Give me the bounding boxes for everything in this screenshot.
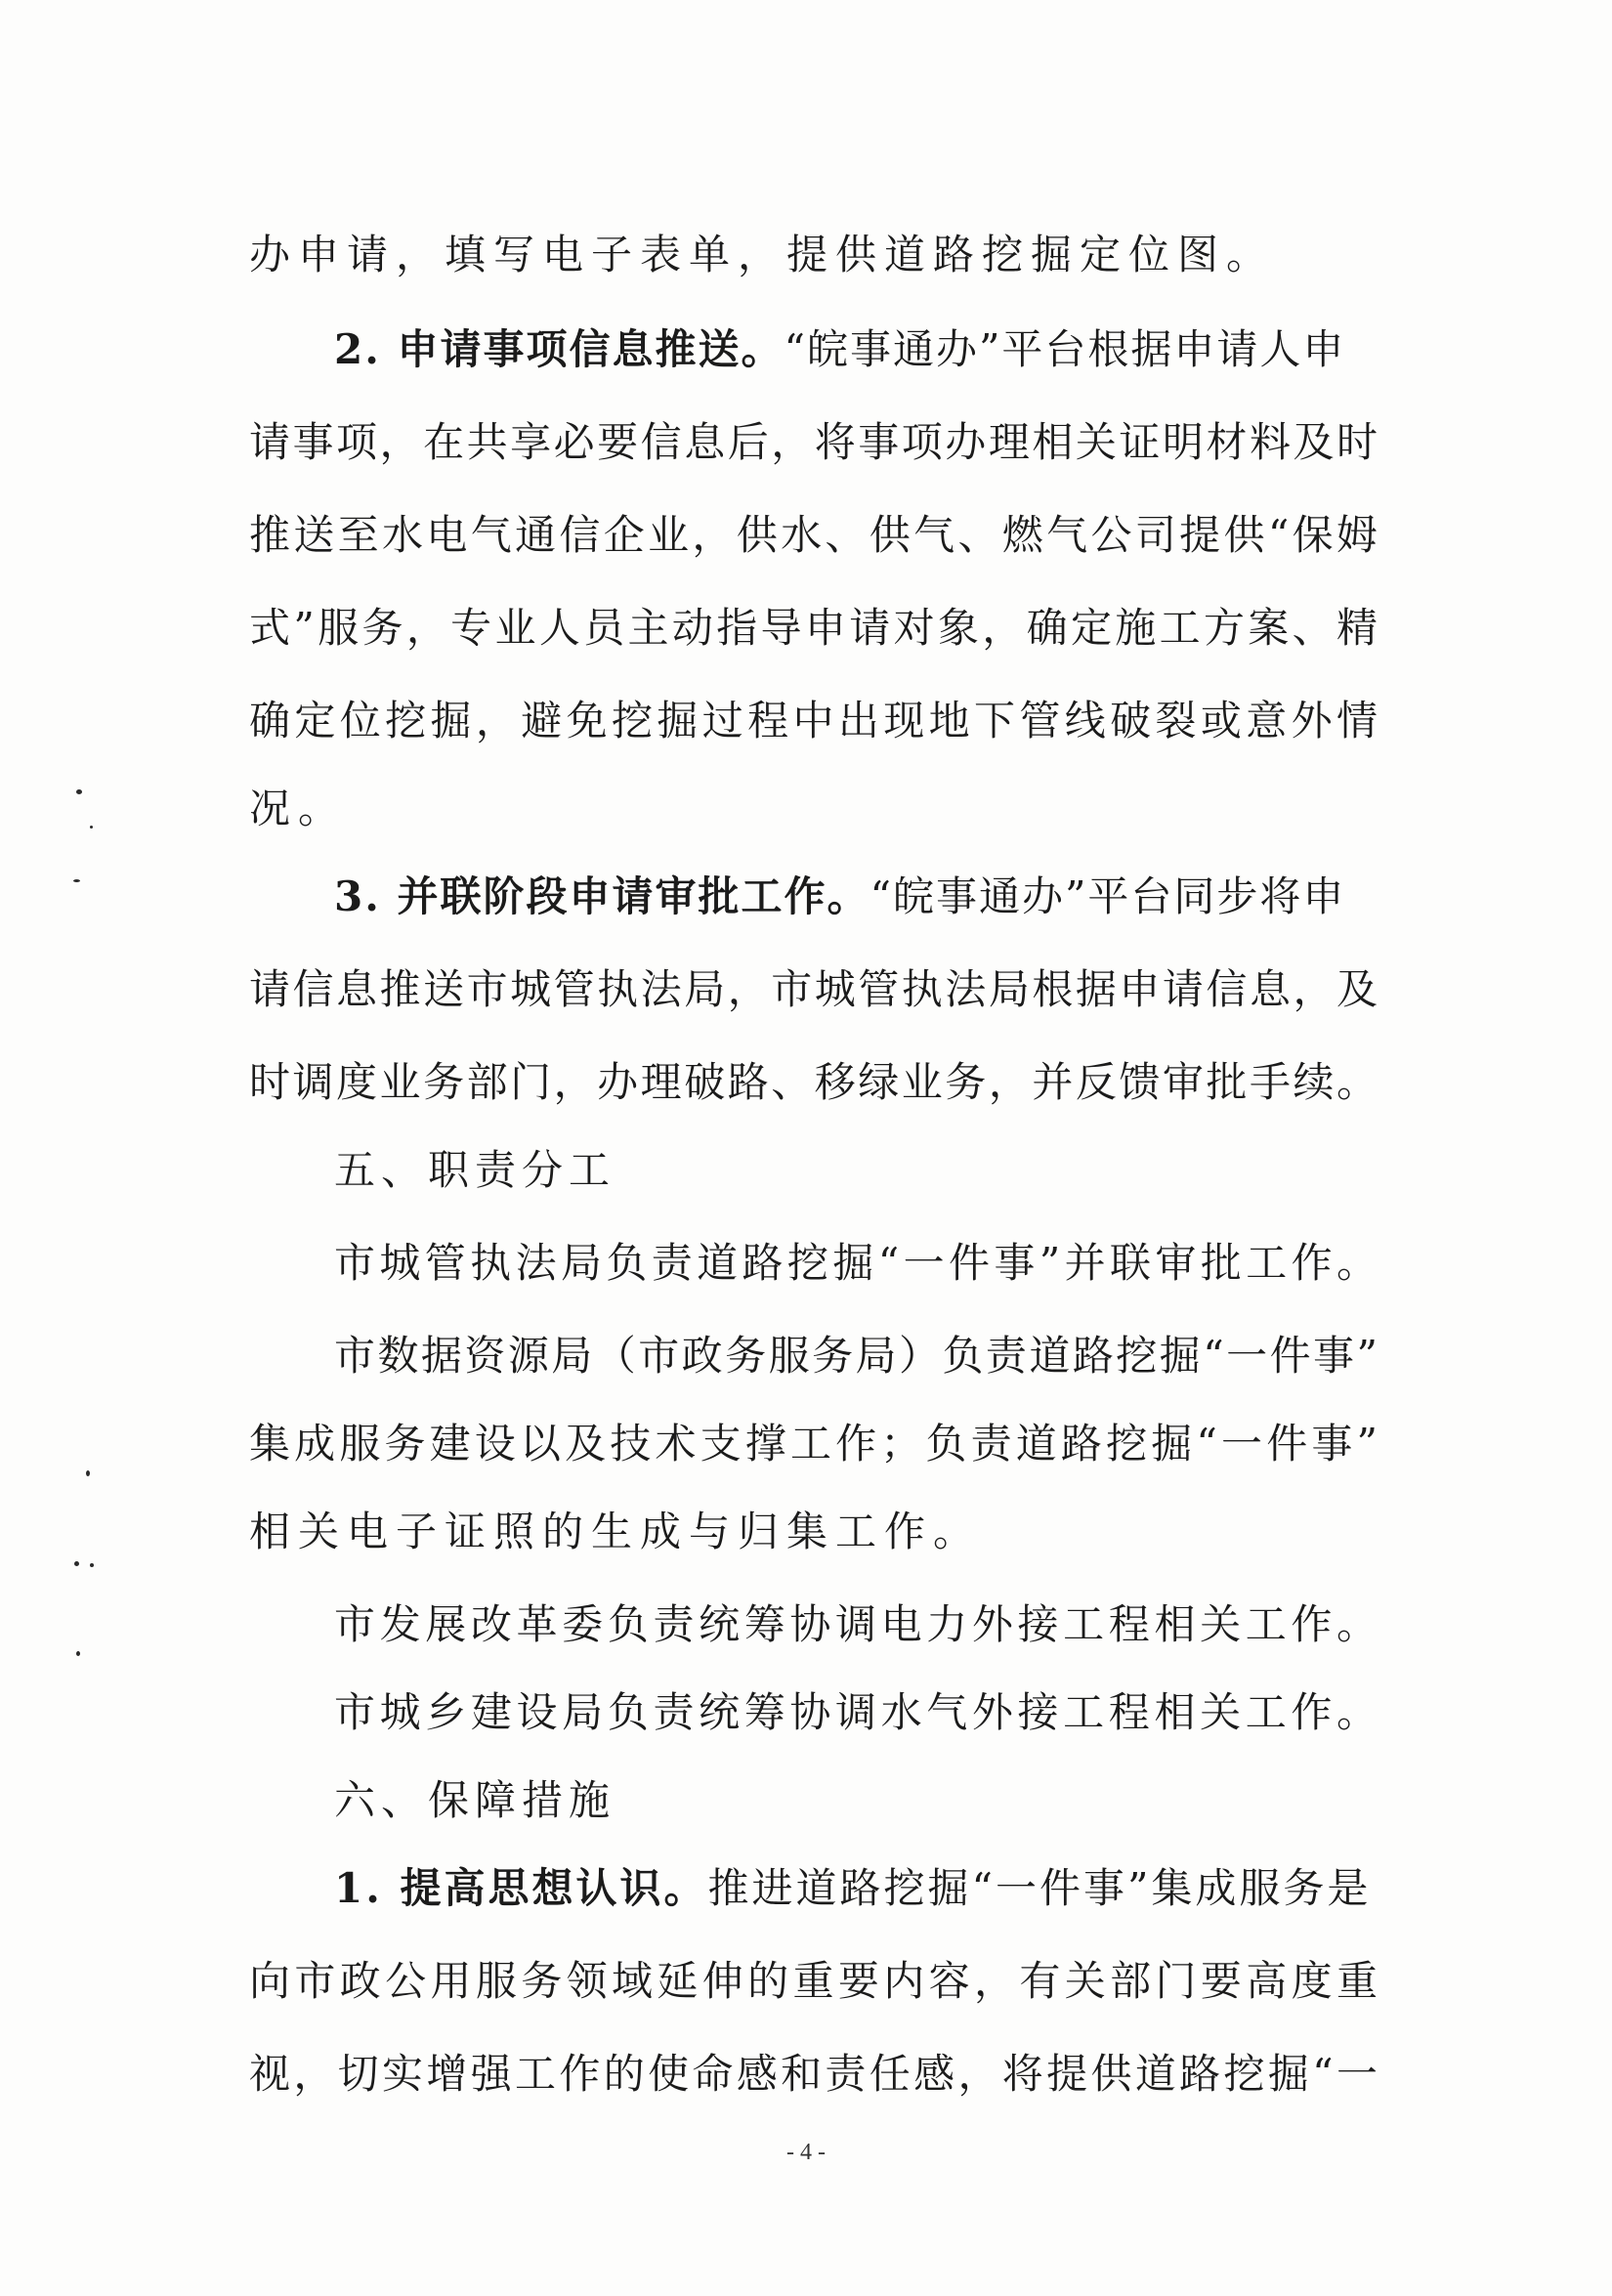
list-item-1 bbox=[334, 1861, 1378, 1916]
text-line: 向市政公用服务领域延伸的重要内容，有关部门要高度重 bbox=[249, 1957, 1378, 2005]
scan-speck bbox=[90, 1563, 94, 1567]
text-line: 时调度业务部门，办理破路、移绿业务，并反馈审批手续。 bbox=[249, 1058, 1378, 1106]
list-item-heading: 2. 申请事项信息推送。 bbox=[334, 325, 785, 373]
page-number: - 4 - bbox=[786, 2140, 826, 2165]
text-line: 确定位挖掘，避免挖掘过程中出现地下管线破裂或意外情 bbox=[249, 697, 1378, 744]
scan-speck bbox=[73, 879, 80, 882]
text-line: 市数据资源局（市政务服务局）负责道路挖掘“一件事” bbox=[334, 1332, 1378, 1380]
list-item-heading: 1. 提高思想认识。 bbox=[334, 1864, 708, 1912]
text-line: 视，切实增强工作的使命感和责任感，将提供道路挖掘“一 bbox=[249, 2050, 1378, 2098]
text-line: 请信息推送市城管执法局，市城管执法局根据申请信息，及 bbox=[249, 965, 1378, 1013]
text-line: 市城乡建设局负责统筹协调水气外接工程相关工作。 bbox=[334, 1688, 1378, 1736]
scan-speck bbox=[86, 1470, 90, 1476]
section-heading: 六、保障措施 bbox=[334, 1776, 616, 1824]
section-heading: 五、职责分工 bbox=[334, 1146, 616, 1194]
text-line: 相关电子证照的生成与归集工作。 bbox=[249, 1508, 983, 1555]
text-run: 推进道路挖掘“一件事”集成服务是 bbox=[707, 1864, 1372, 1912]
list-item-heading: 3. 并联阶段申请审批工作。 bbox=[334, 872, 870, 920]
text-line: 办申请，填写电子表单，提供道路挖掘定位图。 bbox=[249, 231, 1276, 278]
text-line: 况。 bbox=[249, 785, 348, 832]
text-line: 市发展改革委负责统筹协调电力外接工程相关工作。 bbox=[334, 1600, 1378, 1648]
list-item-2 bbox=[334, 322, 1378, 377]
scan-speck bbox=[90, 826, 93, 829]
text-run: “皖事通办”平台同步将申 bbox=[870, 872, 1346, 920]
text-line: 市城管执法局负责道路挖掘“一件事”并联审批工作。 bbox=[334, 1239, 1378, 1287]
text-line: 请事项，在共享必要信息后，将事项办理相关证明材料及时 bbox=[249, 418, 1378, 466]
text-line: 集成服务建设以及技术支撑工作；负责道路挖掘“一件事” bbox=[249, 1420, 1378, 1467]
list-item-3 bbox=[334, 870, 1378, 924]
scan-speck bbox=[76, 1651, 80, 1656]
text-run: “皖事通办”平台根据申请人申 bbox=[784, 325, 1346, 373]
text-line: 式”服务，专业人员主动指导申请对象，确定施工方案、精 bbox=[249, 604, 1378, 652]
text-line: 推送至水电气通信企业，供水、供气、燃气公司提供“保姆 bbox=[249, 511, 1378, 559]
scan-speck bbox=[74, 1561, 79, 1566]
scan-speck bbox=[76, 789, 82, 794]
